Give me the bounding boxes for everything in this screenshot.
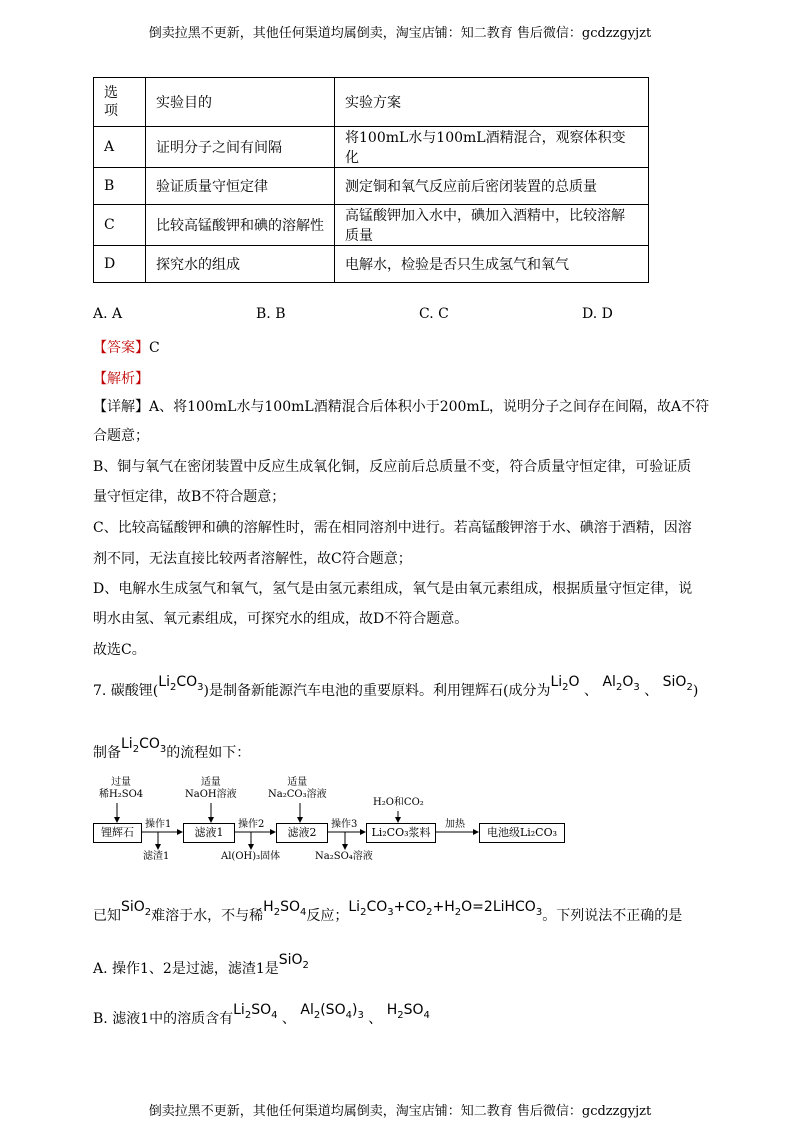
process-flow-diagram — [93, 775, 573, 870]
options-table — [93, 77, 649, 283]
table-cell: 证明分子之间有间隔 — [146, 127, 335, 168]
choice-d[interactable]: D. D — [582, 306, 613, 322]
question-7-stem: 7. 碳酸锂$(Li_2CO_3)$是制备新能源汽车电池的重要原料。利用锂辉石(成分为$Li_2O$ 、 $Al_2O_3$ 、 SiO$_2$) — [93, 674, 699, 699]
table-cell: 高锰酸钾加入水中，碘加入酒精中，比较溶解质量 — [335, 205, 649, 246]
flow-box-filtrate-2: 滤液2 — [276, 823, 328, 843]
flow-op-2: 操作2 — [238, 819, 265, 830]
flow-input-acid: 过量 稀H₂SO4 — [99, 777, 144, 800]
explanation-line: B、铜与氧气在密闭装置中反应生成氧化铜，反应前后总质量不变，符合质量守恒定律，可验证质 — [93, 459, 692, 475]
table-row — [94, 127, 649, 168]
flow-box-filtrate-1: 滤液1 — [183, 823, 235, 843]
explanation-line: D、电解水生成氢气和氧气，氢气是由氢元素组成，氧气是由氧元素组成，根据质量守恒定律，说 — [93, 581, 693, 597]
table-header-plan: 实验方案 — [335, 78, 649, 127]
question-7-stem-2: 制备$Li_2CO_3$的流程如下： — [93, 736, 251, 761]
table-cell: D — [94, 246, 146, 283]
answer-line — [93, 337, 160, 357]
flow-op-heat: 加热 — [445, 819, 465, 830]
answer-tag: 【答案】 — [93, 340, 149, 356]
explanation-line: 【详解】A、将100mL水与100mL酒精混合后体积小于200mL，说明分子之间存在间隔，故A不符 — [93, 399, 710, 415]
known-info-line: 已知SiO$_2$难溶于水，不与稀$H_2SO_4$反应；$Li_2CO_3+CO_2+H_2O=2LiHCO_3$。下列说法不正确的是 — [93, 899, 683, 924]
table-cell: B — [94, 168, 146, 205]
question-7-option-a[interactable]: A. 操作1、2是过滤，滤渣1是SiO$_2$ — [93, 952, 309, 977]
flow-box-spodumene: 锂辉石 — [93, 823, 142, 843]
answer-value: C — [149, 340, 160, 356]
explanation-line: 故选C。 — [93, 642, 146, 658]
flow-box-slurry: Li₂CO₃浆料 — [366, 823, 436, 843]
table-cell: 电解水，检验是否只生成氢气和氧气 — [335, 246, 649, 283]
table-cell: 测定铜和氧气反应前后密闭装置的总质量 — [335, 168, 649, 205]
analysis-tag: 【解析】 — [93, 371, 149, 387]
table-header-option: 选项 — [94, 78, 146, 127]
table-row — [94, 246, 649, 283]
table-cell: 比较高锰酸钾和碘的溶解性 — [146, 205, 335, 246]
choice-a[interactable]: A. A — [93, 306, 123, 322]
flow-input-water-co2: H₂O和CO₂ — [373, 797, 424, 808]
page-header: 倒卖拉黑不更新，其他任何渠道均属倒卖，淘宝店铺：知二教育 售后微信：gcdzzgyjzt — [148, 26, 652, 41]
flow-input-na2co3: 适量 Na₂CO₃溶液 — [268, 777, 327, 800]
table-cell: A — [94, 127, 146, 168]
flow-output-residue-1: 滤渣1 — [143, 851, 170, 862]
flow-output-na2so4: Na₂SO₄溶液 — [315, 851, 373, 862]
table-row — [94, 168, 649, 205]
flow-input-naoh: 适量 NaOH溶液 — [185, 777, 237, 800]
explanation-line: 剂不同，无法直接比较两者溶解性，故C符合题意； — [93, 551, 412, 567]
answer-choices — [93, 306, 653, 326]
explanation-line: 明水由氢、氧元素组成，可探究水的组成，故D不符合题意。 — [93, 611, 469, 627]
flow-op-3: 操作3 — [331, 819, 358, 830]
table-header-row — [94, 78, 649, 127]
question-7-option-b[interactable]: B. 滤液1中的溶质含有$Li_2SO_4$ 、 $Al_2(SO_4)_3$ 、 $H_2SO_4$ — [93, 1002, 430, 1027]
table-cell: 探究水的组成 — [146, 246, 335, 283]
explanation-line: 合题意； — [93, 428, 149, 444]
table-row — [94, 205, 649, 246]
table-cell: 验证质量守恒定律 — [146, 168, 335, 205]
flow-box-battery-grade: 电池级Li₂CO₃ — [479, 823, 565, 843]
explanation-line: C、比较高锰酸钾和碘的溶解性时，需在相同溶剂中进行。若高锰酸钾溶于水、碘溶于酒精，因溶 — [93, 520, 692, 536]
table-cell: C — [94, 205, 146, 246]
table-header-purpose: 实验目的 — [146, 78, 335, 127]
table-cell: 将100mL水与100mL酒精混合，观察体积变化 — [335, 127, 649, 168]
page-footer: 倒卖拉黑不更新，其他任何渠道均属倒卖，淘宝店铺：知二教育 售后微信：gcdzzgyjzt — [148, 1104, 652, 1119]
choice-c[interactable]: C. C — [419, 306, 449, 322]
detail-tag: 【详解】 — [93, 399, 149, 415]
flow-output-aloh3: Al(OH)₃固体 — [221, 851, 281, 862]
flow-op-1: 操作1 — [145, 819, 172, 830]
choice-b[interactable]: B. B — [256, 306, 286, 322]
explanation-line: 量守恒定律，故B不符合题意； — [93, 489, 286, 505]
